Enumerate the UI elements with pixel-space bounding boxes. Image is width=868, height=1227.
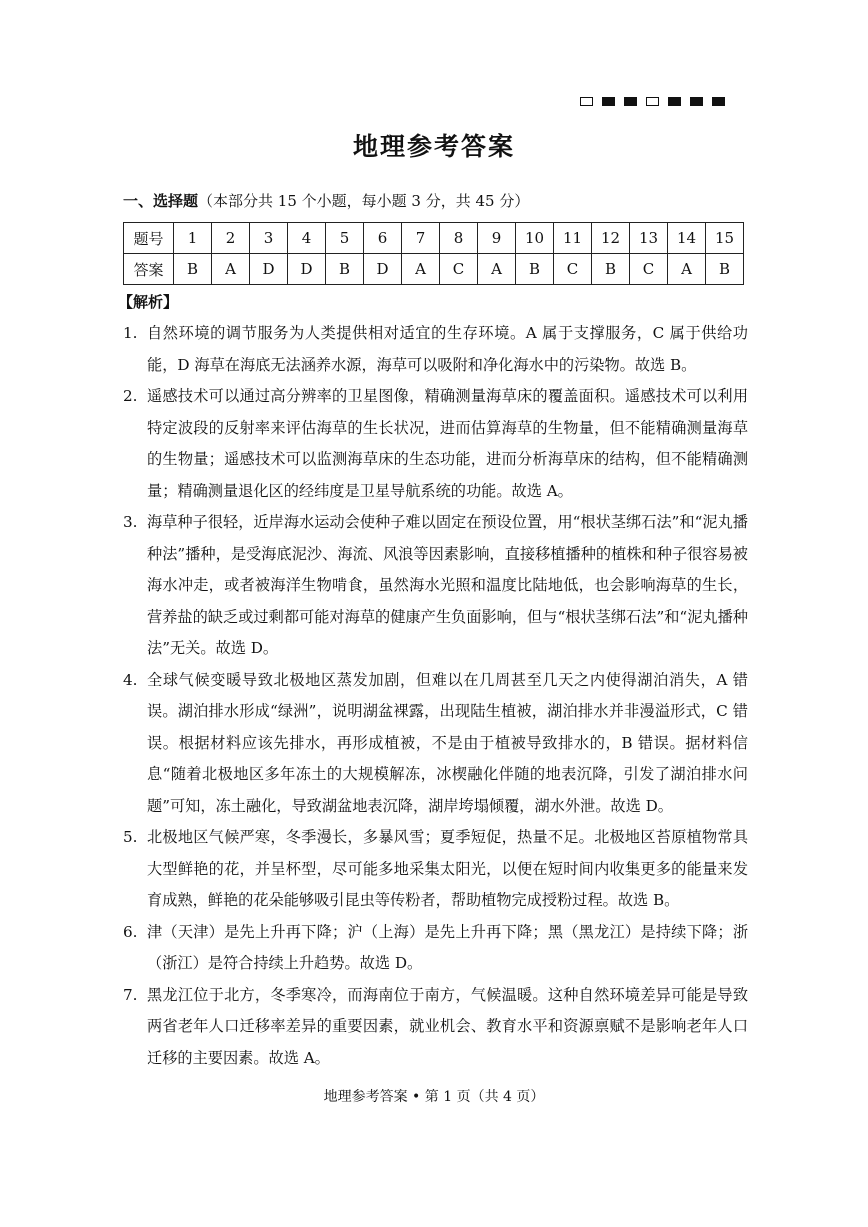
row-label-answer: 答案 (124, 254, 174, 285)
answer-cell: A (402, 254, 440, 285)
question-number-cell: 14 (668, 223, 706, 254)
item-number: 3. (123, 513, 138, 531)
item-number: 4. (123, 670, 138, 689)
question-number-cell: 7 (402, 223, 440, 254)
item-text: 黑龙江位于北方，冬季寒冷，而海南位于南方，气候温暖。这种自然环境差异可能是导致两省老年人口迁移率差异的重要因素，就业机会、教育水平和资源禀赋不是影响老年人口迁移的主要因素。故选 A。 (147, 985, 748, 1067)
answer-cell: C (440, 254, 478, 285)
question-number-cell: 1 (174, 223, 212, 254)
page-title: 地理参考答案 (352, 132, 515, 161)
section-heading (123, 190, 529, 211)
question-number-cell: 11 (554, 223, 592, 254)
analysis-item (123, 318, 748, 381)
answer-cell: D (364, 254, 402, 285)
item-number: 2. (123, 387, 138, 405)
filled-square-mark (602, 97, 615, 106)
item-text: 北极地区气候严寒，冬季漫长，多暴风雪；夏季短促，热量不足。北极地区苔原植物常具大型鲜艳的花，并呈杯型，尽可能多地采集太阳光，以便在短时间内收集更多的能量来发育成熟，鲜艳的花朵能够吸引昆虫等传粉者，帮助植物完成授粉过程。故选 B。 (147, 828, 748, 909)
section-note: （本部分共 15 个小题，每小题 3 分，共 45 分） (198, 192, 530, 210)
analysis-label: 【解析】 (118, 293, 179, 311)
row-label-number: 题号 (124, 223, 174, 254)
analysis-item (123, 917, 748, 980)
hollow-square-mark (646, 97, 659, 106)
answer-cell: A (668, 254, 706, 285)
analysis-item (123, 507, 748, 665)
analysis-item (123, 822, 748, 917)
hollow-square-mark (580, 97, 593, 106)
filled-square-mark (712, 97, 725, 106)
answer-cell: A (478, 254, 516, 285)
question-number-cell: 3 (250, 223, 288, 254)
analysis-item (123, 980, 748, 1075)
answer-cell: C (630, 254, 668, 285)
answer-cell: A (212, 254, 250, 285)
answer-table (123, 222, 744, 285)
question-number-row (124, 223, 744, 254)
answer-cell: D (288, 254, 326, 285)
answer-cell: B (516, 254, 554, 285)
question-number-cell: 13 (630, 223, 668, 254)
item-text: 津（天津）是先上升再下降；沪（上海）是先上升再下降；黑（黑龙江）是持续下降；浙（浙江）是符合持续上升趋势。故选 D。 (147, 922, 748, 972)
answer-row (124, 254, 744, 285)
item-text: 遥感技术可以通过高分辨率的卫星图像，精确测量海草床的覆盖面积。遥感技术可以利用特定波段的反射率来评估海草的生长状况，进而估算海草的生物量，但不能精确测量海草的生物量；遥感技术可以监测海草床的生态功能，进而分析海草床的结构，但不能精确测量；精确测量退化区的经纬度是卫星导航系统的功能。故选 A。 (147, 387, 748, 500)
answer-cell: D (250, 254, 288, 285)
analysis-item (123, 665, 748, 823)
analysis-list (123, 318, 748, 1074)
header-marks (580, 97, 725, 106)
answer-cell: B (174, 254, 212, 285)
item-text: 全球气候变暖导致北极地区蒸发加剧，但难以在几周甚至几天之内使得湖泊消失，A 错误。湖泊排水形成“绿洲”，说明湖盆裸露，出现陆生植被，湖泊排水并非漫溢形式，C 错误。根据材料应该先排水，再形成植被，不是由于植被导致排水的，B 错误。据材料信息“随着北极地区多年冻土的大规模解冻，冰楔融化伴随的地表沉降，引发了湖泊排水问题”可知，冻土融化，导致湖盆地表沉降，湖岸垮塌倾覆，湖水外泄。故选 D。 (147, 670, 748, 815)
item-number: 7. (123, 985, 138, 1004)
item-text: 自然环境的调节服务为人类提供相对适宜的生存环境。A 属于支撑服务，C 属于供给功能，D 海草在海底无法涵养水源，海草可以吸附和净化海水中的污染物。故选 B。 (147, 324, 748, 374)
filled-square-mark (690, 97, 703, 106)
question-number-cell: 12 (592, 223, 630, 254)
question-number-cell: 10 (516, 223, 554, 254)
filled-square-mark (668, 97, 681, 106)
filled-square-mark (624, 97, 637, 106)
answer-cell: B (326, 254, 364, 285)
question-number-cell: 15 (706, 223, 744, 254)
item-number: 5. (123, 828, 138, 846)
question-number-cell: 5 (326, 223, 364, 254)
page-footer: 地理参考答案 • 第 1 页（共 4 页） (323, 1089, 545, 1105)
question-number-cell: 8 (440, 223, 478, 254)
question-number-cell: 9 (478, 223, 516, 254)
question-number-cell: 4 (288, 223, 326, 254)
item-text: 海草种子很轻，近岸海水运动会使种子难以固定在预设位置，用“根状茎绑石法”和“泥丸播种法”播种，是受海底泥沙、海流、风浪等因素影响，直接移植播种的植株和种子很容易被海水冲走，或者被海洋生物啃食，虽然海水光照和温度比陆地低，也会影响海草的生长，营养盐的缺乏或过剩都可能对海草的健康产生负面影响，但与“根状茎绑石法”和“泥丸播种法”无关。故选 D。 (147, 513, 748, 657)
item-number: 1. (123, 324, 138, 342)
answer-cell: B (592, 254, 630, 285)
answer-cell: C (554, 254, 592, 285)
question-number-cell: 6 (364, 223, 402, 254)
item-number: 6. (123, 922, 138, 941)
analysis-item (123, 381, 748, 507)
question-number-cell: 2 (212, 223, 250, 254)
answer-cell: B (706, 254, 744, 285)
section-head: 一、选择题 (123, 192, 199, 210)
